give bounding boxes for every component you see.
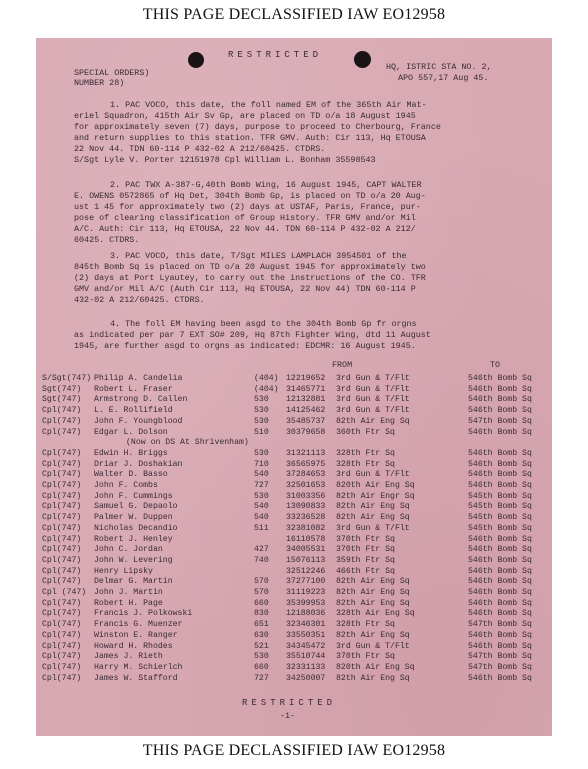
serial-cell: 31321113	[286, 448, 326, 458]
para2-line: pose of clearing classification of Group History. TFR GMV and/or Mil	[74, 213, 416, 223]
para1-line: eriel Squadron, 415th Air Sv Gp, are placed on TD o/a 18 August 1945	[74, 111, 416, 121]
rank-cell: Cpl(747)	[42, 523, 82, 533]
mos-cell: 530	[254, 416, 269, 426]
name-cell: (Now on DS At Shrivenham)	[126, 438, 249, 448]
from-unit-cell: 370th Ftr Sq	[336, 545, 395, 555]
to-unit-cell: 545th Bomb Sq	[468, 502, 532, 512]
orders-number: NUMBER 28)	[74, 78, 125, 88]
name-cell: John F. Cummings	[94, 491, 173, 501]
serial-cell: 34005531	[286, 545, 326, 555]
name-cell: Robert H. Page	[94, 598, 163, 608]
rank-cell: Sgt(747)	[42, 384, 82, 394]
name-cell: John F. Youngblood	[94, 416, 183, 426]
roster-row	[36, 449, 552, 459]
mos-cell: (404)	[254, 374, 279, 383]
name-cell: John J. Martin	[94, 588, 163, 597]
para2-line: ust 1 45 for approximately two (2) days at USTAF, Paris, France, pur-	[74, 202, 421, 212]
from-unit-cell: 82th Air Eng Sq	[336, 513, 410, 523]
from-unit-cell: 370th Ftr Sq	[336, 534, 395, 544]
rank-cell: Cpl(747)	[42, 534, 82, 544]
from-unit-cell: 82th Air Eng Sq	[336, 598, 410, 608]
to-unit-cell: 546th Bomb Sq	[468, 395, 532, 405]
to-unit-cell: 546th Bomb Sq	[468, 534, 532, 544]
serial-cell: 33236528	[286, 513, 326, 523]
roster-row	[36, 417, 552, 427]
from-unit-cell: 82th Air Eng Sq	[336, 577, 410, 587]
roster-row	[36, 545, 552, 555]
to-unit-cell: 546th Bomb Sq	[468, 673, 532, 683]
name-cell: Robert L. Fraser	[94, 384, 173, 394]
roster-row	[36, 374, 552, 384]
to-unit-cell: 546th Bomb Sq	[468, 470, 532, 480]
rank-cell: Cpl(747)	[42, 620, 82, 630]
rank-cell: Cpl(747)	[42, 502, 82, 512]
name-cell: Armstrong D. Callen	[94, 395, 188, 405]
from-unit-cell: 3rd Gun & T/Flt	[336, 406, 410, 416]
mos-cell: 710	[254, 459, 269, 469]
to-unit-cell: 546th Bomb Sq	[468, 555, 532, 565]
para4-line: 1945, are further asgd to orgns as indicated: EDCMR: 16 August 1945.	[74, 341, 416, 351]
rank-cell: Cpl(747)	[42, 513, 82, 523]
mos-cell: 510	[254, 427, 269, 437]
from-unit-cell: 466th Ftr Sq	[336, 566, 395, 576]
from-unit-cell: 328th Ftr Sq	[336, 459, 395, 469]
name-cell: James W. Stafford	[94, 673, 178, 683]
para1-line: for approximately seven (7) days, purpose to proceed to Cherbourg, France	[74, 122, 441, 132]
serial-cell: 14125462	[286, 406, 326, 416]
mos-cell: 830	[254, 609, 269, 619]
roster-row	[36, 567, 552, 577]
serial-cell: 32381082	[286, 523, 326, 533]
serial-cell: 36565975	[286, 459, 326, 469]
mos-cell: 727	[254, 481, 269, 490]
rank-cell: Cpl(747)	[42, 598, 82, 608]
from-unit-cell: 82th Air Eng Sq	[336, 502, 410, 512]
serial-cell: 37284653	[286, 470, 326, 480]
para1-line: and return supplies to this station. TFR GMV. Auth: Cir 113, Hq ETOUSA	[74, 133, 426, 143]
rank-cell: Cpl(747)	[42, 459, 82, 469]
from-unit-cell: 3rd Gun & T/Flt	[336, 395, 410, 405]
restricted-header: RESTRICTED	[228, 50, 323, 60]
roster-row	[36, 674, 552, 684]
mos-cell: 530	[254, 448, 269, 458]
para2-line: 2. PAC TWX A-387-G,40th Bomb Wing, 16 August 1945, CAPT WALTER	[110, 180, 422, 190]
rank-cell: Cpl(747)	[42, 652, 82, 662]
name-cell: Palmer W. Duppen	[94, 513, 173, 523]
serial-cell: 37277100	[286, 577, 326, 587]
declassified-banner-bottom: THIS PAGE DECLASSIFIED IAW EO12958	[142, 742, 446, 759]
serial-cell: 35510744	[286, 652, 326, 662]
mos-cell: 540	[254, 502, 269, 512]
apo-date-line: APO 557,17 Aug 45.	[398, 73, 489, 83]
rank-cell: Cpl(747)	[42, 577, 82, 587]
page-number: -1-	[280, 711, 296, 721]
para3-line: GMV and/or Mil A/C (Auth Cir 113, Hq ETOUSA, 22 Nov 44) TDN 60-114 P	[74, 284, 416, 294]
from-unit-cell: 328th Ftr Sq	[336, 448, 395, 458]
roster-row	[36, 642, 552, 652]
serial-cell: 13090833	[286, 502, 326, 512]
to-unit-cell: 546th Bomb Sq	[468, 609, 532, 619]
name-cell: Samuel G. Depaolo	[94, 502, 178, 512]
para3-line: 3. PAC VOCO, this date, T/Sgt MILES LAMPLACH 3954501 of the	[110, 251, 407, 261]
roster-row	[36, 652, 552, 662]
para1-line: 22 Nov 44. TDN 60-114 P 432-02 A 212/60425. CTDRS.	[74, 144, 326, 154]
rank-cell: Cpl(747)	[42, 427, 82, 437]
serial-cell: 34345472	[286, 641, 326, 651]
roster-row	[36, 524, 552, 534]
from-unit-cell: 370th Ftr Sq	[336, 652, 395, 662]
name-cell: Edgar L. Dolson	[94, 427, 168, 437]
rank-cell: Cpl(747)	[42, 673, 82, 683]
from-unit-cell: 3rd Gun & T/Flt	[336, 374, 410, 383]
serial-cell: 31465771	[286, 384, 326, 394]
serial-cell: 30379658	[286, 427, 326, 437]
rank-cell: Cpl(747)	[42, 491, 82, 501]
document-sheet	[36, 38, 552, 736]
from-unit-cell: 3rd Gun & T/Flt	[336, 470, 410, 480]
mos-cell: (404)	[254, 384, 279, 394]
from-unit-cell: 3rd Gun & T/Flt	[336, 523, 410, 533]
to-unit-cell: 547th Bomb Sq	[468, 620, 532, 630]
name-cell: Edwin H. Briggs	[94, 448, 168, 458]
mos-cell: 427	[254, 545, 269, 555]
restricted-footer: RESTRICTED	[242, 698, 337, 708]
para3-line: 845th Bomb Sq is placed on TD o/a 20 August 1945 for approximately two	[74, 262, 426, 272]
rank-cell: Cpl(747)	[42, 406, 82, 416]
from-unit-cell: 82th Air Eng Sq	[336, 673, 410, 683]
mos-cell: 660	[254, 598, 269, 608]
roster-row	[36, 502, 552, 512]
to-unit-cell: 545th Bomb Sq	[468, 523, 532, 533]
mos-cell: 570	[254, 577, 269, 587]
name-cell: Walter D. Basso	[94, 470, 168, 480]
mos-cell: 540	[254, 513, 269, 523]
serial-cell: 32512246	[286, 566, 326, 576]
name-cell: Harry M. Schierlch	[94, 662, 183, 672]
to-unit-cell: 546th Bomb Sq	[468, 545, 532, 555]
roster-row	[36, 588, 552, 598]
to-unit-cell: 546th Bomb Sq	[468, 566, 532, 576]
roster-row	[36, 620, 552, 630]
rank-cell: Cpl(747)	[42, 641, 82, 651]
rank-cell: Cpl(747)	[42, 630, 82, 640]
to-unit-cell: 546th Bomb Sq	[468, 448, 532, 458]
to-unit-cell: 546th Bomb Sq	[468, 459, 532, 469]
serial-cell: 34250007	[286, 673, 326, 683]
serial-cell: 32331133	[286, 662, 326, 672]
from-unit-cell: 328th Ftr Sq	[336, 620, 395, 630]
column-header-to: TO	[490, 360, 501, 370]
to-unit-cell: 546th Bomb Sq	[468, 641, 532, 651]
rank-cell: Cpl(747)	[42, 545, 82, 555]
mos-cell: 540	[254, 470, 269, 480]
name-cell: L. E. Rollifield	[94, 406, 173, 416]
serial-cell: 16110578	[286, 534, 326, 544]
serial-cell: 31003356	[286, 491, 326, 501]
rank-cell: Cpl(747)	[42, 566, 82, 576]
rank-cell: Cpl(747)	[42, 662, 82, 672]
from-unit-cell: 3rd Gun & T/Flt	[336, 641, 410, 651]
to-unit-cell: 547th Bomb Sq	[468, 652, 532, 662]
special-orders-label: SPECIAL ORDERS)	[74, 68, 150, 78]
roster-row	[36, 535, 552, 545]
para1-line: S/Sgt Lyle V. Porter 12151978 Cpl William L. Bonham 35598543	[74, 155, 376, 165]
rank-cell: Cpl(747)	[42, 470, 82, 480]
para1-line: 1. PAC VOCO, this date, the foll named EM of the 365th Air Mat-	[110, 100, 427, 110]
mos-cell: 660	[254, 662, 269, 672]
rank-cell: Cpl(747)	[42, 481, 82, 490]
name-cell: John W. Levering	[94, 555, 173, 565]
serial-cell: 35485737	[286, 416, 326, 426]
from-unit-cell: 820th Air Eng Sq	[336, 662, 415, 672]
roster-row	[36, 385, 552, 395]
from-unit-cell: 820th Air Eng Sq	[336, 481, 415, 490]
to-unit-cell: 546th Bomb Sq	[468, 630, 532, 640]
roster-row	[36, 577, 552, 587]
from-unit-cell: 82th Air Eng Sq	[336, 588, 410, 597]
to-unit-cell: 546th Bomb Sq	[468, 598, 532, 608]
to-unit-cell: 546th Bomb Sq	[468, 588, 532, 597]
rank-cell: Sgt(747)	[42, 395, 82, 405]
from-unit-cell: 328th Air Eng Sq	[336, 609, 415, 619]
roster-row	[36, 438, 552, 448]
punch-hole-right	[354, 51, 371, 68]
to-unit-cell: 546th Bomb Sq	[468, 406, 532, 416]
name-cell: Philip A. Candelia	[94, 374, 183, 383]
para2-line: E. OWENS 0572865 of Hq Det, 304th Bomb Gp, is placed on TD o/a 20 Aug-	[74, 191, 426, 201]
from-unit-cell: 82th Air Eng Sq	[336, 630, 410, 640]
from-unit-cell: 360th Ftr Sq	[336, 427, 395, 437]
from-unit-cell: 3rd Gun & T/Flt	[336, 384, 410, 394]
to-unit-cell: 547th Bomb Sq	[468, 416, 532, 426]
roster-row	[36, 481, 552, 491]
name-cell: James J. Rieth	[94, 652, 163, 662]
name-cell: Francis G. Muenzer	[94, 620, 183, 630]
rank-cell: Cpl(747)	[42, 416, 82, 426]
serial-cell: 32501653	[286, 481, 326, 490]
para3-line: 432-02 A 212/60425. CTDRS.	[74, 295, 205, 305]
name-cell: John C. Jordan	[94, 545, 163, 555]
mos-cell: 530	[254, 395, 269, 405]
para3-line: (2) days at Port Lyautey, to carry out the instructions of the CO. TFR	[74, 273, 426, 283]
mos-cell: 511	[254, 523, 269, 533]
para2-line: A/C. Auth: Cir 113, Hq ETOUSA, 22 Nov 44. TDN 60-114 P 432-02 A 212/	[74, 224, 416, 234]
rank-cell: Cpl(747)	[42, 448, 82, 458]
from-unit-cell: 82th Air Eng Sq	[336, 416, 410, 426]
name-cell: Winston E. Ranger	[94, 630, 178, 640]
roster-row	[36, 395, 552, 405]
roster-row	[36, 406, 552, 416]
mos-cell: 521	[254, 641, 269, 651]
roster-row	[36, 609, 552, 619]
serial-cell: 32346301	[286, 620, 326, 630]
serial-cell: 15076113	[286, 555, 326, 565]
roster-row	[36, 663, 552, 673]
roster-row	[36, 470, 552, 480]
headquarters-line: HQ, ISTRIC STA NO. 2,	[386, 62, 492, 72]
mos-cell: 630	[254, 630, 269, 640]
from-unit-cell: 82th Air Engr Sq	[336, 491, 415, 501]
rank-cell: Cpl(747)	[42, 609, 82, 619]
name-cell: Driar J. Doshakian	[94, 459, 183, 469]
para2-line: 60425. CTDRS.	[74, 235, 140, 245]
to-unit-cell: 546th Bomb Sq	[468, 577, 532, 587]
name-cell: Francis J. Polkowski	[94, 609, 193, 619]
serial-cell: 31119223	[286, 588, 326, 597]
mos-cell: 530	[254, 406, 269, 416]
to-unit-cell: 545th Bomb Sq	[468, 491, 532, 501]
punch-hole-left	[188, 52, 204, 68]
name-cell: Robert J. Henley	[94, 534, 173, 544]
to-unit-cell: 546th Bomb Sq	[468, 384, 532, 394]
roster-row	[36, 599, 552, 609]
roster-row	[36, 556, 552, 566]
mos-cell: 740	[254, 555, 269, 565]
rank-cell: S/Sgt(747)	[42, 374, 92, 383]
mos-cell: 651	[254, 620, 269, 630]
mos-cell: 530	[254, 652, 269, 662]
column-header-from: FROM	[332, 360, 353, 370]
declassified-banner-top: THIS PAGE DECLASSIFIED IAW EO12958	[142, 6, 446, 23]
para4-line: 4. The foll EM having been asgd to the 304th Bomb Gp fr orgns	[110, 319, 417, 329]
mos-cell: 530	[254, 491, 269, 501]
name-cell: Delmar G. Martin	[94, 577, 173, 587]
from-unit-cell: 359th Ftr Sq	[336, 555, 395, 565]
to-unit-cell: 546th Bomb Sq	[468, 374, 532, 383]
mos-cell: 570	[254, 588, 269, 597]
name-cell: John F. Combs	[94, 481, 158, 490]
to-unit-cell: 547th Bomb Sq	[468, 662, 532, 672]
para4-line: as indicated per par 7 EXT SO# 209, Hq 87th Fighter Wing, dtd 11 August	[74, 330, 431, 340]
to-unit-cell: 545th Bomb Sq	[468, 513, 532, 523]
rank-cell: Cpl (747)	[42, 588, 87, 597]
to-unit-cell: 546th Bomb Sq	[468, 427, 532, 437]
mos-cell: 727	[254, 673, 269, 683]
name-cell: Howard H. Rhodes	[94, 641, 173, 651]
serial-cell: 35399953	[286, 598, 326, 608]
roster-row	[36, 460, 552, 470]
roster-row	[36, 631, 552, 641]
serial-cell: 12188036	[286, 609, 326, 619]
roster-row	[36, 428, 552, 438]
rank-cell: Cpl(747)	[42, 555, 82, 565]
serial-cell: 12219652	[286, 374, 326, 383]
serial-cell: 33550351	[286, 630, 326, 640]
name-cell: Henry Lipsky	[94, 566, 153, 576]
name-cell: Nicholas Decandio	[94, 523, 178, 533]
roster-row	[36, 492, 552, 502]
to-unit-cell: 546th Bomb Sq	[468, 481, 532, 490]
roster-row	[36, 513, 552, 523]
serial-cell: 12132881	[286, 395, 326, 405]
